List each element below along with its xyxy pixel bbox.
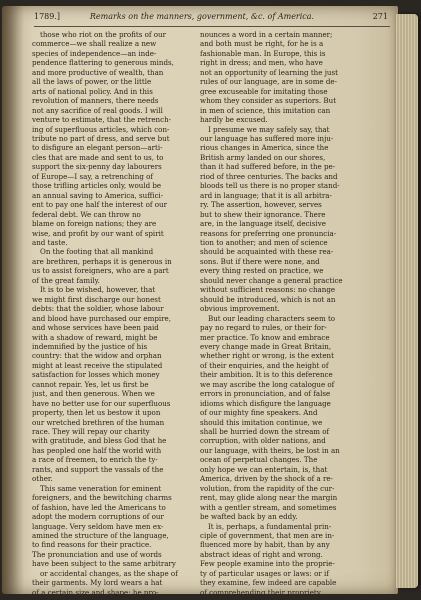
text-line: British army landed on our shores, <box>200 152 326 162</box>
text-line: I presume we may safely say, that <box>208 124 330 134</box>
text-line: This same veneration for eminent <box>40 483 162 493</box>
text-line: foreigners, and the bewitching charms <box>32 493 172 503</box>
text-line: But our leading characters seem to <box>208 313 336 323</box>
text-line: country: that the widow and orphan <box>32 351 162 361</box>
text-line: and both must be right, for he is a <box>200 39 324 49</box>
page-year: 1789.] <box>34 12 61 21</box>
text-line: their garments. My lord wears a hat <box>32 578 163 588</box>
text-line: should be acquainted with these rea- <box>200 247 334 257</box>
text-line: ent to pay one half the interest of our <box>32 200 167 210</box>
text-line: mer practice. To know and embrace <box>200 332 330 342</box>
text-line: hardly be excused. <box>200 115 268 125</box>
text-line: should this imitation continue, we <box>200 417 323 427</box>
text-line: abstract ideas of right and wrong. <box>200 549 323 559</box>
text-line: America, driven by the shock of a re- <box>200 474 333 484</box>
text-line: we may ascribe the long catalogue of <box>200 379 335 389</box>
text-line: fluenced more by habit, than by any <box>200 540 330 550</box>
text-line: or accidental changes, as the shape of <box>40 568 178 578</box>
text-line: in men of science, this imitation can <box>200 105 331 115</box>
text-line: to find reasons for their practice. <box>32 540 152 550</box>
text-line: all the laws of power, or the little <box>32 77 152 87</box>
text-line: are brethren, perhaps it is generous in <box>32 256 172 266</box>
text-line: us to assist foreigners, who are a part <box>32 266 169 276</box>
text-line: riod of three centuries. The backs and <box>200 171 338 181</box>
text-line: their ambition. It is to this deference <box>200 370 333 380</box>
text-line: other. <box>32 474 53 484</box>
text-line: should be introduced, which is not an <box>200 294 336 304</box>
text-line: errors in pronunciation, and of false <box>200 389 331 399</box>
text-line: tion to another; and men of science <box>200 237 328 247</box>
text-line: fashionable man. In Europe, this is <box>200 48 326 58</box>
text-line: a race of freemen, to enrich the ty- <box>32 455 158 465</box>
text-line: debts: that the soldier, whose labour <box>32 304 164 314</box>
text-line: pay no regard to rules, or their for- <box>200 323 327 333</box>
text-line: tribute no part of dress, and serve but <box>32 133 170 143</box>
text-line: ocean of perpetual changes. The <box>200 455 318 465</box>
text-line: cles that are made and sent to us, to <box>32 152 164 162</box>
text-line: every change made in Great Britain, <box>200 341 332 351</box>
text-line: than it had suffered before, in the pe- <box>200 162 336 172</box>
text-line: ard in language; that it is all arbitra- <box>200 190 332 200</box>
text-line: and whose services have been paid <box>32 323 159 333</box>
text-line: rious changes in America, since the <box>200 143 329 153</box>
text-line: pendence flattering to generous minds, <box>32 58 174 68</box>
text-line: reasons for preferring one pronuncia- <box>200 228 337 238</box>
text-line: shall be hurried down the stream of <box>200 427 330 437</box>
text-line: rants, and support the vassals of the <box>32 464 164 474</box>
text-line: ciple of government, that men are in- <box>200 531 335 541</box>
text-line: It is to be wished, however, that <box>40 285 156 295</box>
text-line: and taste. <box>32 237 68 247</box>
text-line: ry. The assertion, however, serves <box>200 200 322 210</box>
text-line: property, then let us bestow it upon <box>32 408 161 418</box>
text-line: and blood have purchased our empire, <box>32 313 171 323</box>
text-line: has peopled one half the world with <box>32 445 162 455</box>
page-number: 271 <box>372 12 388 21</box>
text-line: whom they consider as superiors. But <box>200 96 337 106</box>
text-line: satisfaction for losses which money <box>32 370 160 380</box>
text-line: species of independence—an inde- <box>32 48 157 58</box>
text-line: without sufficient reasons: no change <box>200 285 336 295</box>
text-line: not an opportunity of learning the just <box>200 67 338 77</box>
text-line: our language, with theirs, be lost in an <box>200 445 340 455</box>
text-line: are, in the language itself, decisive <box>200 219 326 229</box>
text-line: On the footing that all mankind <box>40 247 154 257</box>
running-title: Remarks on the manners, government, &c. of America. <box>89 12 315 21</box>
text-line: but to shew their ignorance. There <box>200 209 326 219</box>
text-line: with a gentler stream, and sometimes <box>200 502 337 512</box>
left-text-column <box>32 30 192 597</box>
text-line: just, and then generous. When we <box>32 389 155 399</box>
header-rule <box>34 26 390 27</box>
right-text-column <box>200 30 386 597</box>
text-line: nounces a word in a certain manner; <box>200 30 333 39</box>
text-line: an annual saving to America, suffici- <box>32 190 164 200</box>
text-line: those trifling articles only, would be <box>32 181 162 191</box>
text-line: and more productive of wealth, than <box>32 67 164 77</box>
text-line: they examine, few indeed are capable <box>200 578 337 588</box>
text-line: Few people examine into the proprie- <box>200 559 335 569</box>
text-line: our language has suffered more inju- <box>200 133 334 143</box>
text-line: race. They will repay our charity <box>32 427 150 437</box>
text-line: we might first discharge our honest <box>32 294 161 304</box>
text-line: with gratitude, and bless God that he <box>32 436 167 446</box>
text-line: arts of national policy. And in this <box>32 86 153 96</box>
text-line: adopt the modern corruptions of our <box>32 512 164 522</box>
text-line: should never change a general practice <box>200 275 343 285</box>
text-line: support the six-penny day labourers <box>32 162 162 172</box>
text-line: only hope we can entertain, is, that <box>200 464 328 474</box>
text-line: to disfigure an elegant person—arti- <box>32 143 163 153</box>
text-line: of our mighty fine speakers. And <box>200 408 318 418</box>
text-line: It is, perhaps, a fundamental prin- <box>208 521 332 531</box>
text-line: corruption, with older nations, and <box>200 436 326 446</box>
text-line: of Europe—I say, a retrenching of <box>32 171 154 181</box>
text-line: our wretched brethren of the human <box>32 417 165 427</box>
text-line: with a shadow of reward, might be <box>32 332 158 342</box>
text-line: of the great family. <box>32 275 100 285</box>
text-line: might at least receive the stipulated <box>32 360 163 370</box>
text-line: The pronunciation and use of words <box>32 549 162 559</box>
page-header <box>34 12 390 26</box>
text-line: federal debt. We can throw no <box>32 209 141 219</box>
text-line: those who riot on the profits of our <box>40 30 167 39</box>
text-line: revolution of manners, there needs <box>32 96 159 106</box>
text-line: venture to estimate, that the retrench- <box>32 115 172 125</box>
text-line: every thing rested on practice, we <box>200 266 324 276</box>
text-line: gree excuseable for imitating those <box>200 86 328 96</box>
text-line: amined the structure of the language, <box>32 531 169 541</box>
text-line: ty of particular usages or laws: or if <box>200 568 329 578</box>
text-line: be wafted back by an eddy. <box>200 512 298 522</box>
text-line: blame on foreign nations; they are <box>32 219 157 229</box>
text-line: rules of our language, are in some de- <box>200 77 338 87</box>
text-line: language. Very seldom have men ex- <box>32 521 164 531</box>
text-line: ing of superfluous articles, which con- <box>32 124 170 134</box>
book-gutter <box>2 6 24 594</box>
text-line: right in dress; and men, who have <box>200 58 323 68</box>
page-edges <box>396 14 418 588</box>
text-line: rent, may glide along near the margin <box>200 493 338 503</box>
text-line: of their enquiries, and the height of <box>200 360 329 370</box>
text-line: bloods tell us there is no proper stand- <box>200 181 340 191</box>
text-line: not any sacrifice of real goods. I will <box>32 105 163 115</box>
text-line: volution, from the rapidity of the cur- <box>200 483 335 493</box>
text-line: of comprehending their propriety. <box>200 587 323 597</box>
text-line: of a certain size and shape; he pro- <box>32 587 159 597</box>
text-line: have no better use for our superfluous <box>32 398 171 408</box>
text-line: whether right or wrong, is the extent <box>200 351 334 361</box>
text-line: obvious improvement. <box>200 304 280 314</box>
text-line: cannot repair. Yes, let us first be <box>32 379 149 389</box>
text-line: commerce—we shall realize a new <box>32 39 157 49</box>
text-line: indemnified by the justice of his <box>32 341 148 351</box>
text-line: have been subject to the same arbitrary <box>32 559 176 569</box>
text-line: idioms which disfigure the language <box>200 398 331 408</box>
text-line: of fashion, have led the Americans to <box>32 502 166 512</box>
text-line: wise, and profit by our want of spirit <box>32 228 164 238</box>
text-line: sons. But if there were none, and <box>200 256 320 266</box>
